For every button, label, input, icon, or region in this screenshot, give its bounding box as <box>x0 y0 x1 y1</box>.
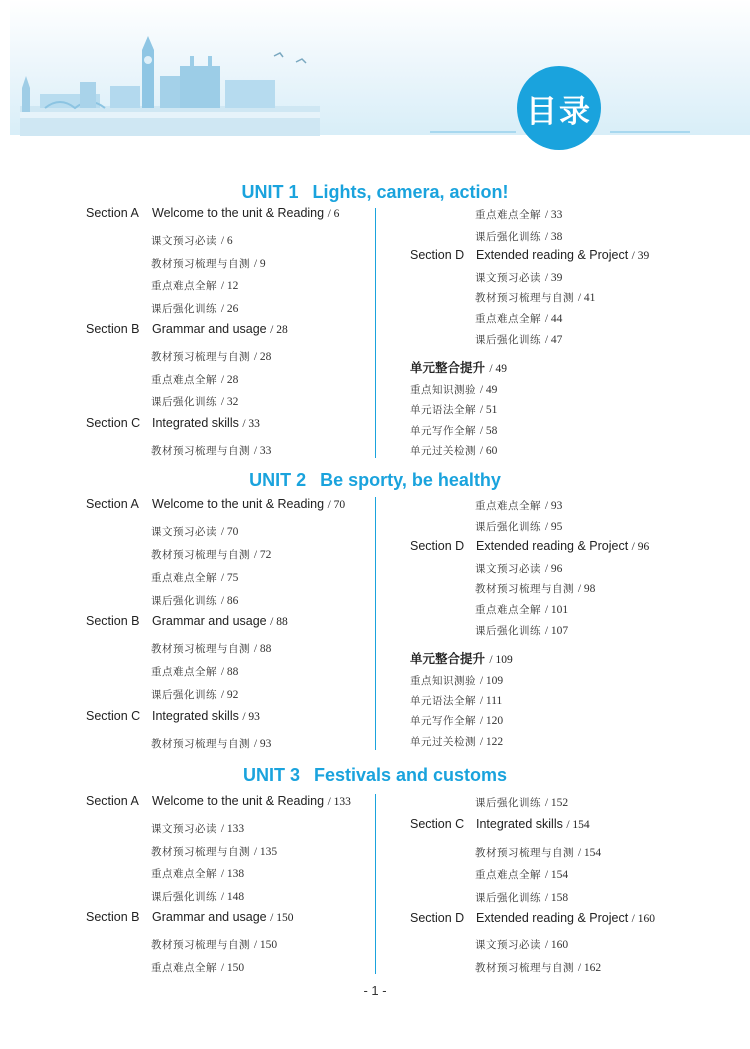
toc-sub-entry[interactable] <box>475 290 595 305</box>
toc-sub-entry[interactable] <box>151 593 238 608</box>
page-ref: / 154 <box>577 847 602 859</box>
entry-title: 教材预习梳理与自测 <box>151 258 250 270</box>
toc-sub-entry[interactable] <box>151 641 271 656</box>
toc-sub-entry[interactable] <box>151 443 271 458</box>
page-ref: / 133 <box>327 796 351 808</box>
page-ref: / 154 <box>566 819 590 831</box>
entry-title: 教材预习梳理与自测 <box>151 351 250 363</box>
page-ref: / 152 <box>544 797 569 809</box>
toc-sub-entry[interactable] <box>475 519 562 534</box>
toc-section-entry[interactable] <box>86 322 288 336</box>
entry-title: 重点知识测验 <box>410 384 476 396</box>
section-title: Grammar and usage <box>152 322 267 336</box>
page-ref: / 120 <box>479 715 504 727</box>
entry-title: 课后强化训练 <box>475 231 541 243</box>
page-ref: / 41 <box>577 292 596 304</box>
page-ref: / 6 <box>327 208 340 220</box>
toc-sub-entry[interactable] <box>410 693 502 708</box>
toc-sub-entry[interactable] <box>151 524 238 539</box>
page-ref: / 109 <box>479 675 504 687</box>
page-ref: / 93 <box>253 738 272 750</box>
section-title: Grammar and usage <box>152 614 267 628</box>
toc-sub-entry[interactable] <box>151 821 244 836</box>
entry-title: 课后强化训练 <box>475 521 541 533</box>
section-title: Welcome to the unit & Reading <box>152 206 325 220</box>
toc-sub-entry[interactable] <box>475 795 568 810</box>
entry-title: 课文预习必读 <box>151 526 217 538</box>
toc-sub-entry[interactable] <box>151 687 238 702</box>
page-ref: / 96 <box>631 541 650 553</box>
page-ref: / 88 <box>253 643 272 655</box>
entry-title: 单元写作全解 <box>410 715 476 727</box>
entry-title: 课文预习必读 <box>151 823 217 835</box>
page-ref: / 12 <box>220 280 239 292</box>
toc-sub-entry[interactable] <box>151 937 277 952</box>
toc-sub-entry[interactable] <box>151 233 233 248</box>
page-ref: / 122 <box>479 736 504 748</box>
toc-sub-entry[interactable] <box>151 960 244 975</box>
title-rule-left <box>430 131 516 133</box>
column-divider <box>375 497 376 750</box>
entry-title: 重点难点全解 <box>151 374 217 386</box>
title-rule-right <box>610 131 690 133</box>
page-ref: / 75 <box>220 572 239 584</box>
page-ref: / 160 <box>631 913 655 925</box>
page-ref: / 162 <box>577 962 602 974</box>
page-ref: / 109 <box>489 654 513 666</box>
unit-heading: UNIT 1 Lights, camera, action! <box>241 182 509 202</box>
section-title: Welcome to the unit & Reading <box>152 794 325 808</box>
page-ref: / 28 <box>253 351 272 363</box>
column-divider <box>375 208 376 458</box>
page-ref: / 101 <box>544 604 569 616</box>
entry-title: 课文预习必读 <box>475 563 541 575</box>
page-ref: / 44 <box>544 313 563 325</box>
page-ref: / 95 <box>544 521 563 533</box>
entry-title: 单元写作全解 <box>410 425 476 437</box>
page-ref: / 96 <box>544 563 563 575</box>
toc-sub-entry[interactable] <box>410 443 497 458</box>
page-ref: / 70 <box>220 526 239 538</box>
toc-sub-entry[interactable] <box>151 664 238 679</box>
section-title: Extended reading & Project <box>476 911 629 925</box>
section-title: Extended reading & Project <box>476 248 629 262</box>
entry-title: 重点难点全解 <box>151 280 217 292</box>
toc-sub-entry[interactable] <box>475 890 568 905</box>
entry-title: 课后强化训练 <box>475 625 541 637</box>
page-ref: / 51 <box>479 404 498 416</box>
entry-title: 课后强化训练 <box>151 595 217 607</box>
page-ref: / 47 <box>544 334 563 346</box>
toc-sub-entry[interactable] <box>151 349 271 364</box>
section-name: Section A <box>86 497 139 511</box>
page-ref: / 39 <box>544 272 563 284</box>
page-ref: / 98 <box>577 583 596 595</box>
section-name: Section B <box>86 614 140 628</box>
page-ref: / 72 <box>253 549 272 561</box>
page-ref: / 86 <box>220 595 239 607</box>
toc-section-entry[interactable] <box>86 794 351 808</box>
toc-section-entry[interactable] <box>410 911 655 925</box>
toc-sub-entry[interactable] <box>475 845 601 860</box>
section-title: Integrated skills <box>152 416 239 430</box>
page-ref: / 38 <box>544 231 563 243</box>
section-name: Section B <box>86 910 140 924</box>
page-ref: / 154 <box>544 869 569 881</box>
entry-title: 重点知识测验 <box>410 675 476 687</box>
entry-title: 课文预习必读 <box>151 235 217 247</box>
page-ref: / 135 <box>253 846 278 858</box>
toc-sub-entry[interactable] <box>151 736 271 751</box>
section-name: Section A <box>86 206 139 220</box>
toc-sub-entry[interactable] <box>410 423 497 438</box>
entry-title: 教材预习梳理与自测 <box>151 549 250 561</box>
toc-sub-entry[interactable] <box>151 394 238 409</box>
page-title: 目录 <box>517 66 601 150</box>
entry-title: 重点难点全解 <box>151 962 217 974</box>
entry-title: 重点难点全解 <box>151 666 217 678</box>
section-name: Section B <box>86 322 140 336</box>
toc-sub-entry[interactable] <box>410 713 503 728</box>
toc-sub-entry[interactable] <box>475 311 562 326</box>
page-ref: / 33 <box>242 418 260 430</box>
page-ref: / 133 <box>220 823 245 835</box>
toc-section-entry[interactable] <box>410 248 649 262</box>
entry-title: 教材预习梳理与自测 <box>475 962 574 974</box>
toc-sub-entry[interactable] <box>475 623 568 638</box>
entry-title: 教材预习梳理与自测 <box>475 292 574 304</box>
entry-title: 课后强化训练 <box>475 797 541 809</box>
entry-title: 教材预习梳理与自测 <box>475 847 574 859</box>
page-ref: / 93 <box>544 500 563 512</box>
section-name: Section C <box>86 709 141 723</box>
toc-summary-entry[interactable] <box>410 649 513 667</box>
toc-section-entry[interactable] <box>410 817 590 831</box>
column-divider <box>375 794 376 974</box>
toc-sub-entry[interactable] <box>151 570 238 585</box>
section-name: Section C <box>410 817 465 831</box>
toc-sub-entry[interactable] <box>475 960 601 975</box>
entry-title: 课后强化训练 <box>151 689 217 701</box>
page-ref: / 93 <box>242 711 260 723</box>
toc-sub-entry[interactable] <box>475 937 568 952</box>
toc-sub-entry[interactable] <box>410 402 497 417</box>
page-ref: / 88 <box>220 666 239 678</box>
page-ref: / 150 <box>270 912 294 924</box>
toc-sub-entry[interactable] <box>151 547 271 562</box>
page-ref: / 9 <box>253 258 266 270</box>
page-ref: / 107 <box>544 625 569 637</box>
entry-title: 重点难点全解 <box>475 604 541 616</box>
entry-title: 重点难点全解 <box>151 572 217 584</box>
toc-section-entry[interactable] <box>86 910 293 924</box>
toc-sub-entry[interactable] <box>410 382 497 397</box>
section-name: Section C <box>86 416 141 430</box>
toc-sub-entry[interactable] <box>475 332 562 347</box>
entry-title: 课文预习必读 <box>475 272 541 284</box>
toc-section-entry[interactable] <box>86 206 339 220</box>
page-ref: / 158 <box>544 892 569 904</box>
page-ref: / 138 <box>220 868 245 880</box>
page-ref: / 32 <box>220 396 239 408</box>
page-ref: / 150 <box>253 939 278 951</box>
toc-sub-entry[interactable] <box>475 270 562 285</box>
toc-section-entry[interactable] <box>410 539 649 553</box>
page-ref: / 160 <box>544 939 569 951</box>
toc-sub-entry[interactable] <box>475 602 568 617</box>
page-number: - 1 - <box>363 983 387 998</box>
entry-title: 教材预习梳理与自测 <box>151 846 250 858</box>
entry-title: 重点难点全解 <box>475 869 541 881</box>
toc-section-entry[interactable] <box>86 416 260 430</box>
page-ref: / 148 <box>220 891 245 903</box>
toc-sub-entry[interactable] <box>151 844 277 859</box>
section-name: Section D <box>410 539 465 553</box>
section-name: Section A <box>86 794 139 808</box>
entry-title: 单元语法全解 <box>410 695 476 707</box>
entry-title: 单元整合提升 <box>410 360 486 375</box>
toc-sub-entry[interactable] <box>475 207 562 222</box>
page-ref: / 150 <box>220 962 245 974</box>
entry-title: 课后强化训练 <box>151 303 217 315</box>
toc-sub-entry[interactable] <box>151 278 238 293</box>
entry-title: 课后强化训练 <box>475 892 541 904</box>
page-ref: / 26 <box>220 303 239 315</box>
toc-section-entry[interactable] <box>86 614 288 628</box>
toc-sub-entry[interactable] <box>151 372 238 387</box>
entry-title: 单元过关检测 <box>410 736 476 748</box>
section-name: Section D <box>410 248 465 262</box>
header-banner <box>10 0 750 135</box>
toc-summary-entry[interactable] <box>410 358 507 376</box>
page-ref: / 28 <box>220 374 239 386</box>
toc-sub-entry[interactable] <box>410 673 503 688</box>
entry-title: 课后强化训练 <box>151 396 217 408</box>
page-ref: / 60 <box>479 445 498 457</box>
page-ref: / 111 <box>479 695 503 707</box>
toc-section-entry[interactable] <box>86 709 260 723</box>
entry-title: 教材预习梳理与自测 <box>151 939 250 951</box>
entry-title: 重点难点全解 <box>475 500 541 512</box>
entry-title: 教材预习梳理与自测 <box>151 445 250 457</box>
toc-sub-entry[interactable] <box>475 229 562 244</box>
toc-sub-entry[interactable] <box>410 734 503 749</box>
toc-sub-entry[interactable] <box>475 561 562 576</box>
toc-sub-entry[interactable] <box>151 256 266 271</box>
toc-sub-entry[interactable] <box>151 866 244 881</box>
toc-sub-entry[interactable] <box>151 301 238 316</box>
entry-title: 教材预习梳理与自测 <box>475 583 574 595</box>
entry-title: 课文预习必读 <box>475 939 541 951</box>
page-ref: / 6 <box>220 235 233 247</box>
unit-heading: UNIT 3 Festivals and customs <box>242 765 508 785</box>
page-ref: / 33 <box>544 209 563 221</box>
page-ref: / 58 <box>479 425 498 437</box>
entry-title: 单元过关检测 <box>410 445 476 457</box>
entry-title: 重点难点全解 <box>151 868 217 880</box>
section-title: Integrated skills <box>152 709 239 723</box>
entry-title: 教材预习梳理与自测 <box>151 738 250 750</box>
section-title: Grammar and usage <box>152 910 267 924</box>
page-ref: / 49 <box>489 363 507 375</box>
entry-title: 重点难点全解 <box>475 313 541 325</box>
section-title: Extended reading & Project <box>476 539 629 553</box>
page-ref: / 28 <box>270 324 288 336</box>
page-ref: / 70 <box>327 499 346 511</box>
entry-title: 单元语法全解 <box>410 404 476 416</box>
page-ref: / 88 <box>270 616 288 628</box>
entry-title: 教材预习梳理与自测 <box>151 643 250 655</box>
entry-title: 单元整合提升 <box>410 651 486 666</box>
section-name: Section D <box>410 911 465 925</box>
page-ref: / 39 <box>631 250 650 262</box>
page-ref: / 33 <box>253 445 272 457</box>
toc-section-entry[interactable] <box>86 497 345 511</box>
section-title: Integrated skills <box>476 817 563 831</box>
page-ref: / 49 <box>479 384 498 396</box>
toc-sub-entry[interactable] <box>151 889 244 904</box>
toc-sub-entry[interactable] <box>475 498 562 513</box>
entry-title: 课后强化训练 <box>151 891 217 903</box>
birds-icon <box>272 48 312 68</box>
toc-sub-entry[interactable] <box>475 581 595 596</box>
toc-sub-entry[interactable] <box>475 867 568 882</box>
section-title: Welcome to the unit & Reading <box>152 497 325 511</box>
page-ref: / 92 <box>220 689 239 701</box>
entry-title: 重点难点全解 <box>475 209 541 221</box>
unit-heading: UNIT 2 Be sporty, be healthy <box>249 470 501 490</box>
entry-title: 课后强化训练 <box>475 334 541 346</box>
